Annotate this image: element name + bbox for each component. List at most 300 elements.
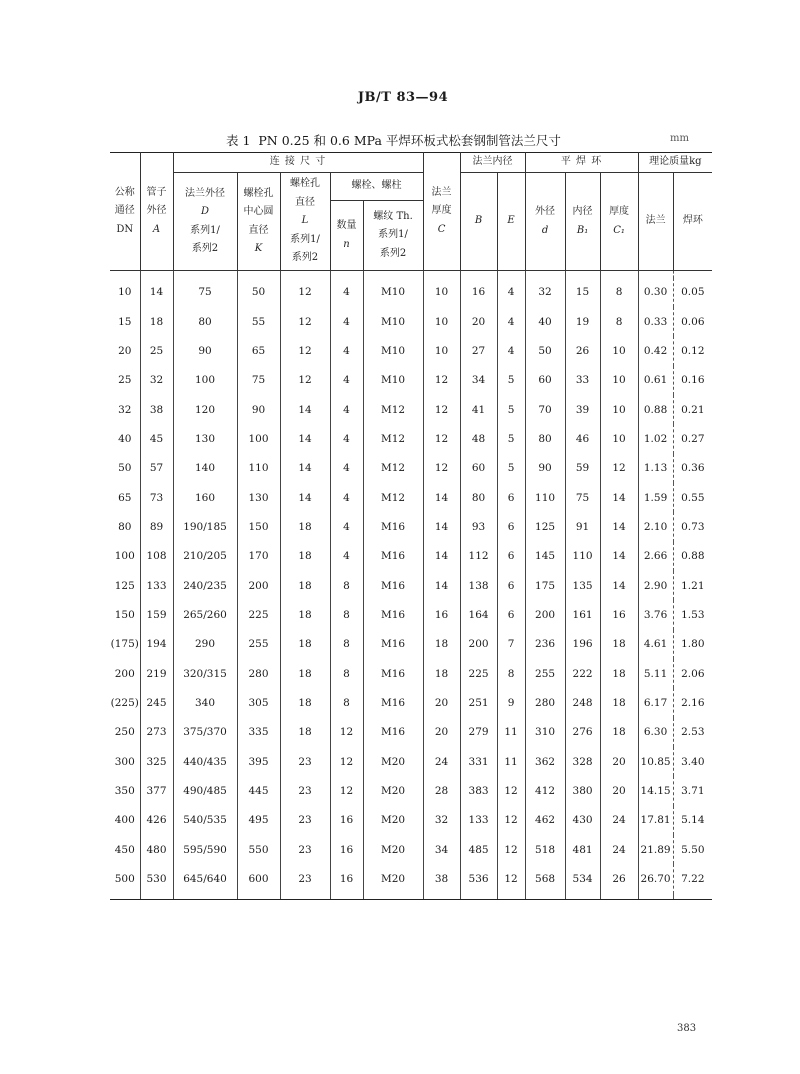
header-line: 系列1/ [190,224,220,236]
cell-mass-ring: 1.80 [673,630,712,659]
cell-ring-id: 380 [565,776,600,805]
cell-bore-b: 34 [460,366,497,395]
cell-pipe-od: 108 [140,542,173,571]
cell-dn: (175) [110,638,139,651]
cell-mass-flange: 5.11 [638,659,673,688]
cell-bolt-circle: 90 [237,395,280,424]
cell-flange-od: 540/535 [173,806,237,835]
header-line: 数量 [336,220,357,231]
cell-pipe-od: 530 [140,864,173,893]
cell-flange-thickness: 20 [423,688,460,717]
header-line: 厚度 [609,206,630,217]
cell-ring-thickness: 18 [600,659,638,688]
cell-bore-b: 383 [460,776,497,805]
cell-mass-ring: 3.71 [673,776,712,805]
header-line: 螺纹 Th. [373,210,413,222]
cell-ring-thickness: 10 [600,395,638,424]
table-row [110,278,712,307]
cell-ring-od: 568 [525,864,565,893]
table-row [110,600,712,629]
cell-dn: 10 [118,286,132,299]
cell-bolt-circle: 225 [237,600,280,629]
cell-ring-thickness: 20 [600,747,638,776]
cell-dn: 65 [118,491,132,504]
cell-bolt-circle: 335 [237,718,280,747]
header-line: 螺栓孔 [290,178,320,190]
cell-ring-od: 175 [525,571,565,600]
cell-pipe-od: 18 [140,307,173,336]
spacer-cell [237,894,280,900]
cell-pipe-od: 32 [140,366,173,395]
cell-bolt-hole: 23 [280,806,330,835]
table-row [110,571,712,600]
header-symbol: n [343,238,350,250]
cell-pipe-od: 14 [140,278,173,307]
cell-bolt-qty: 8 [330,659,363,688]
cell-thread: M10 [363,366,423,395]
cell-bolt-hole: 12 [280,307,330,336]
header-line: 法兰 [431,186,452,198]
cell-pipe-od: 45 [140,424,173,453]
header-bolt-hole-diameter [280,173,330,271]
cell-bolt-circle: 130 [237,483,280,512]
cell-flange-od: 645/640 [173,864,237,893]
cell-bolt-circle: 550 [237,835,280,864]
table-row [110,395,712,424]
cell-flange-od: 160 [173,483,237,512]
table-row [110,336,712,365]
cell-pipe-od: 325 [140,747,173,776]
cell-bolt-qty: 4 [330,512,363,541]
cell-pipe-od: 194 [140,630,173,659]
cell-flange-thickness: 12 [423,454,460,483]
cell-pipe-od: 89 [140,512,173,541]
header-symbol: B₁ [576,224,589,236]
cell-bolt-hole: 18 [280,659,330,688]
cell-mass-ring: 0.27 [673,424,712,453]
cell-ring-id: 430 [565,806,600,835]
cell-bore-b: 27 [460,336,497,365]
cell-flange-thickness: 28 [423,776,460,805]
cell-ring-id: 39 [565,395,600,424]
header-bolts-group: 螺栓、螺柱 [330,173,423,201]
table-row [110,776,712,805]
cell-ring-od: 362 [525,747,565,776]
cell-dn: 400 [114,814,135,827]
cell-ring-thickness: 18 [600,688,638,717]
cell-thread: M12 [363,424,423,453]
cell-bolt-qty: 4 [330,542,363,571]
cell-ring-id: 276 [565,718,600,747]
cell-flange-od: 595/590 [173,835,237,864]
cell-bore-b: 331 [460,747,497,776]
cell-dn: 450 [114,843,135,856]
cell-flange-od: 210/205 [173,542,237,571]
cell-thread: M16 [363,512,423,541]
header-mass-flange: 法兰 [638,173,673,271]
cell-dn: (225) [110,696,139,709]
cell-dn: 350 [114,785,135,798]
cell-flange-od: 320/315 [173,659,237,688]
cell-dn: 50 [118,462,132,475]
cell-bolt-qty: 12 [330,747,363,776]
cell-thread: M20 [363,806,423,835]
cell-flange-od: 75 [173,278,237,307]
cell-ring-id: 91 [565,512,600,541]
table-spacer-row [110,271,712,278]
table-header [110,153,712,271]
spacer-cell [525,271,565,278]
cell-bolt-qty: 16 [330,806,363,835]
cell-ring-od: 462 [525,806,565,835]
cell-thread: M16 [363,630,423,659]
cell-bolt-qty: 4 [330,307,363,336]
cell-flange-thickness: 16 [423,600,460,629]
cell-mass-ring: 0.21 [673,395,712,424]
cell-pipe-od: 245 [140,688,173,717]
cell-ring-thickness: 8 [600,307,638,336]
cell-ring-od: 145 [525,542,565,571]
cell-mass-ring: 0.55 [673,483,712,512]
cell-thread: M20 [363,864,423,893]
header-pipe-outer-diameter [140,153,173,271]
cell-ring-thickness: 14 [600,483,638,512]
spacer-cell [110,271,140,278]
table-body [110,271,712,900]
cell-ring-od: 32 [525,278,565,307]
cell-pipe-od: 73 [140,483,173,512]
cell-bore-e: 6 [497,571,525,600]
table-row [110,688,712,717]
cell-flange-od: 265/260 [173,600,237,629]
table-row [110,366,712,395]
cell-ring-thickness: 18 [600,718,638,747]
header-ring-group: 平 焊 环 [525,153,638,173]
cell-dn: 200 [114,667,135,680]
spacer-cell [497,894,525,900]
header-bore-b: B [460,173,497,271]
cell-bolt-qty: 8 [330,630,363,659]
cell-dn: 80 [118,520,132,533]
header-line: DN [116,223,134,235]
cell-flange-od: 140 [173,454,237,483]
header-symbol: C₁ [613,224,625,236]
header-symbol: A [152,223,161,235]
cell-flange-od: 375/370 [173,718,237,747]
header-nominal-diameter [110,153,140,271]
cell-bore-e: 12 [497,776,525,805]
cell-ring-id: 222 [565,659,600,688]
cell-flange-od: 340 [173,688,237,717]
header-mass-ring: 焊环 [673,173,712,271]
cell-ring-thickness: 20 [600,776,638,805]
cell-bore-b: 112 [460,542,497,571]
cell-bore-e: 5 [497,424,525,453]
cell-flange-thickness: 12 [423,424,460,453]
table-row [110,307,712,336]
cell-bore-e: 11 [497,747,525,776]
table-row [110,747,712,776]
cell-bore-e: 11 [497,718,525,747]
cell-bolt-hole: 23 [280,776,330,805]
cell-ring-od: 125 [525,512,565,541]
cell-thread: M16 [363,718,423,747]
cell-mass-flange: 2.90 [638,571,673,600]
cell-flange-od: 440/435 [173,747,237,776]
cell-bolt-hole: 18 [280,688,330,717]
cell-ring-id: 534 [565,864,600,893]
cell-flange-thickness: 12 [423,395,460,424]
cell-pipe-od: 38 [140,395,173,424]
header-flange-outer-diameter [173,173,237,271]
cell-bore-e: 4 [497,336,525,365]
header-line: 直径 [295,196,315,208]
cell-flange-thickness: 24 [423,747,460,776]
cell-bolt-qty: 4 [330,395,363,424]
cell-ring-thickness: 10 [600,336,638,365]
cell-bore-e: 7 [497,630,525,659]
cell-bolt-hole: 18 [280,512,330,541]
cell-thread: M12 [363,483,423,512]
cell-bore-e: 6 [497,483,525,512]
cell-ring-od: 40 [525,307,565,336]
table-row [110,835,712,864]
cell-bolt-hole: 14 [280,454,330,483]
spacer-cell [140,894,173,900]
header-bolt-circle-diameter [237,173,280,271]
cell-bolt-hole: 18 [280,542,330,571]
table-row [110,512,712,541]
cell-flange-od: 90 [173,336,237,365]
header-bore-e: E [497,173,525,271]
header-line: 螺栓孔 [243,187,274,199]
cell-dn: 32 [118,403,132,416]
cell-ring-thickness: 12 [600,454,638,483]
header-row [110,153,712,173]
cell-bolt-circle: 280 [237,659,280,688]
cell-bolt-circle: 150 [237,512,280,541]
cell-bore-b: 48 [460,424,497,453]
header-thread [363,201,423,271]
header-line: 中心圆 [243,206,274,217]
cell-bore-b: 93 [460,512,497,541]
header-bore-group: 法兰内径 [460,153,525,173]
cell-pipe-od: 133 [140,571,173,600]
cell-bore-e: 8 [497,659,525,688]
spacer-cell [638,271,673,278]
spacer-cell [600,894,638,900]
cell-mass-ring: 1.21 [673,571,712,600]
cell-bolt-qty: 4 [330,454,363,483]
spacer-cell [460,894,497,900]
cell-bolt-circle: 110 [237,454,280,483]
cell-flange-od: 240/235 [173,571,237,600]
cell-dn: 250 [114,726,135,739]
cell-dn: 100 [114,550,135,563]
header-line: 公称 [114,186,135,198]
cell-thread: M16 [363,571,423,600]
cell-bolt-hole: 14 [280,395,330,424]
cell-mass-flange: 0.33 [638,307,673,336]
cell-mass-flange: 4.61 [638,630,673,659]
cell-bolt-qty: 8 [330,688,363,717]
cell-ring-id: 135 [565,571,600,600]
cell-ring-id: 15 [565,278,600,307]
cell-dn: 150 [114,608,135,621]
cell-flange-thickness: 10 [423,278,460,307]
cell-bolt-qty: 4 [330,278,363,307]
cell-dn: 15 [118,315,132,328]
cell-mass-ring: 1.53 [673,600,712,629]
spacer-cell [460,271,497,278]
cell-bore-e: 9 [497,688,525,717]
cell-bore-b: 60 [460,454,497,483]
table-row [110,542,712,571]
cell-flange-thickness: 12 [423,366,460,395]
cell-thread: M16 [363,542,423,571]
cell-mass-ring: 0.05 [673,278,712,307]
cell-ring-id: 110 [565,542,600,571]
cell-mass-flange: 3.76 [638,600,673,629]
cell-dn: 40 [118,432,132,445]
cell-bore-b: 80 [460,483,497,512]
cell-mass-ring: 2.16 [673,688,712,717]
spacer-cell [673,271,712,278]
cell-bolt-circle: 305 [237,688,280,717]
cell-ring-thickness: 26 [600,864,638,893]
cell-bore-e: 5 [497,454,525,483]
cell-bolt-hole: 18 [280,600,330,629]
table-title: 表 1 PN 0.25 和 0.6 MPa 平焊环板式松套钢制管法兰尺寸 [226,133,561,148]
cell-ring-od: 200 [525,600,565,629]
spacer-cell [423,271,460,278]
spacer-cell [565,894,600,900]
cell-mass-flange: 1.02 [638,424,673,453]
cell-ring-id: 33 [565,366,600,395]
cell-bolt-hole: 23 [280,747,330,776]
cell-flange-od: 130 [173,424,237,453]
cell-bolt-circle: 200 [237,571,280,600]
table-row [110,630,712,659]
cell-ring-od: 236 [525,630,565,659]
cell-pipe-od: 426 [140,806,173,835]
cell-ring-od: 310 [525,718,565,747]
cell-bore-b: 20 [460,307,497,336]
cell-mass-ring: 0.16 [673,366,712,395]
cell-bolt-hole: 12 [280,336,330,365]
cell-bore-b: 251 [460,688,497,717]
cell-flange-od: 100 [173,366,237,395]
header-row [110,173,712,201]
cell-bolt-qty: 4 [330,483,363,512]
cell-flange-thickness: 20 [423,718,460,747]
cell-ring-id: 196 [565,630,600,659]
cell-mass-flange: 0.61 [638,366,673,395]
cell-mass-flange: 0.30 [638,278,673,307]
table-row [110,864,712,893]
spacer-cell [638,894,673,900]
header-line: 内径 [572,206,593,217]
cell-bolt-hole: 23 [280,835,330,864]
cell-mass-flange: 0.88 [638,395,673,424]
header-symbol: K [254,243,263,254]
cell-pipe-od: 480 [140,835,173,864]
header-symbol: C [437,223,446,235]
cell-mass-ring: 0.12 [673,336,712,365]
cell-bolt-qty: 4 [330,366,363,395]
cell-ring-od: 60 [525,366,565,395]
cell-thread: M12 [363,395,423,424]
cell-ring-thickness: 10 [600,366,638,395]
cell-bore-e: 6 [497,512,525,541]
cell-thread: M20 [363,835,423,864]
cell-mass-flange: 21.89 [638,835,673,864]
cell-flange-thickness: 14 [423,542,460,571]
table-row [110,483,712,512]
spacer-cell [673,894,712,900]
cell-ring-thickness: 24 [600,835,638,864]
cell-flange-od: 490/485 [173,776,237,805]
header-line: 外径 [535,206,556,217]
cell-mass-ring: 0.06 [673,307,712,336]
cell-mass-flange: 26.70 [638,864,673,893]
cell-ring-od: 518 [525,835,565,864]
cell-bore-e: 5 [497,395,525,424]
header-connection-group: 连 接 尺 寸 [173,153,423,173]
cell-mass-flange: 14.15 [638,776,673,805]
cell-mass-flange: 1.59 [638,483,673,512]
cell-ring-id: 75 [565,483,600,512]
cell-flange-thickness: 10 [423,307,460,336]
cell-thread: M20 [363,776,423,805]
cell-ring-id: 19 [565,307,600,336]
cell-ring-id: 46 [565,424,600,453]
spacer-cell [363,271,423,278]
cell-flange-thickness: 34 [423,835,460,864]
cell-ring-od: 255 [525,659,565,688]
cell-flange-thickness: 14 [423,571,460,600]
unit-label: mm [670,133,689,144]
cell-pipe-od: 377 [140,776,173,805]
cell-flange-thickness: 18 [423,659,460,688]
table-row [110,718,712,747]
cell-mass-ring: 2.06 [673,659,712,688]
flange-dimension-table [110,152,712,900]
spacer-cell [330,894,363,900]
cell-bore-b: 138 [460,571,497,600]
cell-thread: M16 [363,659,423,688]
cell-bolt-qty: 8 [330,571,363,600]
cell-bolt-circle: 55 [237,307,280,336]
cell-bolt-hole: 18 [280,630,330,659]
header-line: 系列1/ [378,229,408,241]
cell-flange-od: 80 [173,307,237,336]
cell-pipe-od: 57 [140,454,173,483]
cell-bolt-circle: 395 [237,747,280,776]
cell-ring-thickness: 14 [600,512,638,541]
cell-ring-od: 90 [525,454,565,483]
cell-ring-thickness: 16 [600,600,638,629]
cell-mass-ring: 0.88 [673,542,712,571]
cell-bolt-qty: 16 [330,864,363,893]
cell-bolt-hole: 18 [280,571,330,600]
cell-bolt-circle: 600 [237,864,280,893]
cell-thread: M12 [363,454,423,483]
cell-mass-flange: 6.17 [638,688,673,717]
cell-mass-flange: 6.30 [638,718,673,747]
cell-thread: M10 [363,278,423,307]
cell-dn: 20 [118,344,132,357]
